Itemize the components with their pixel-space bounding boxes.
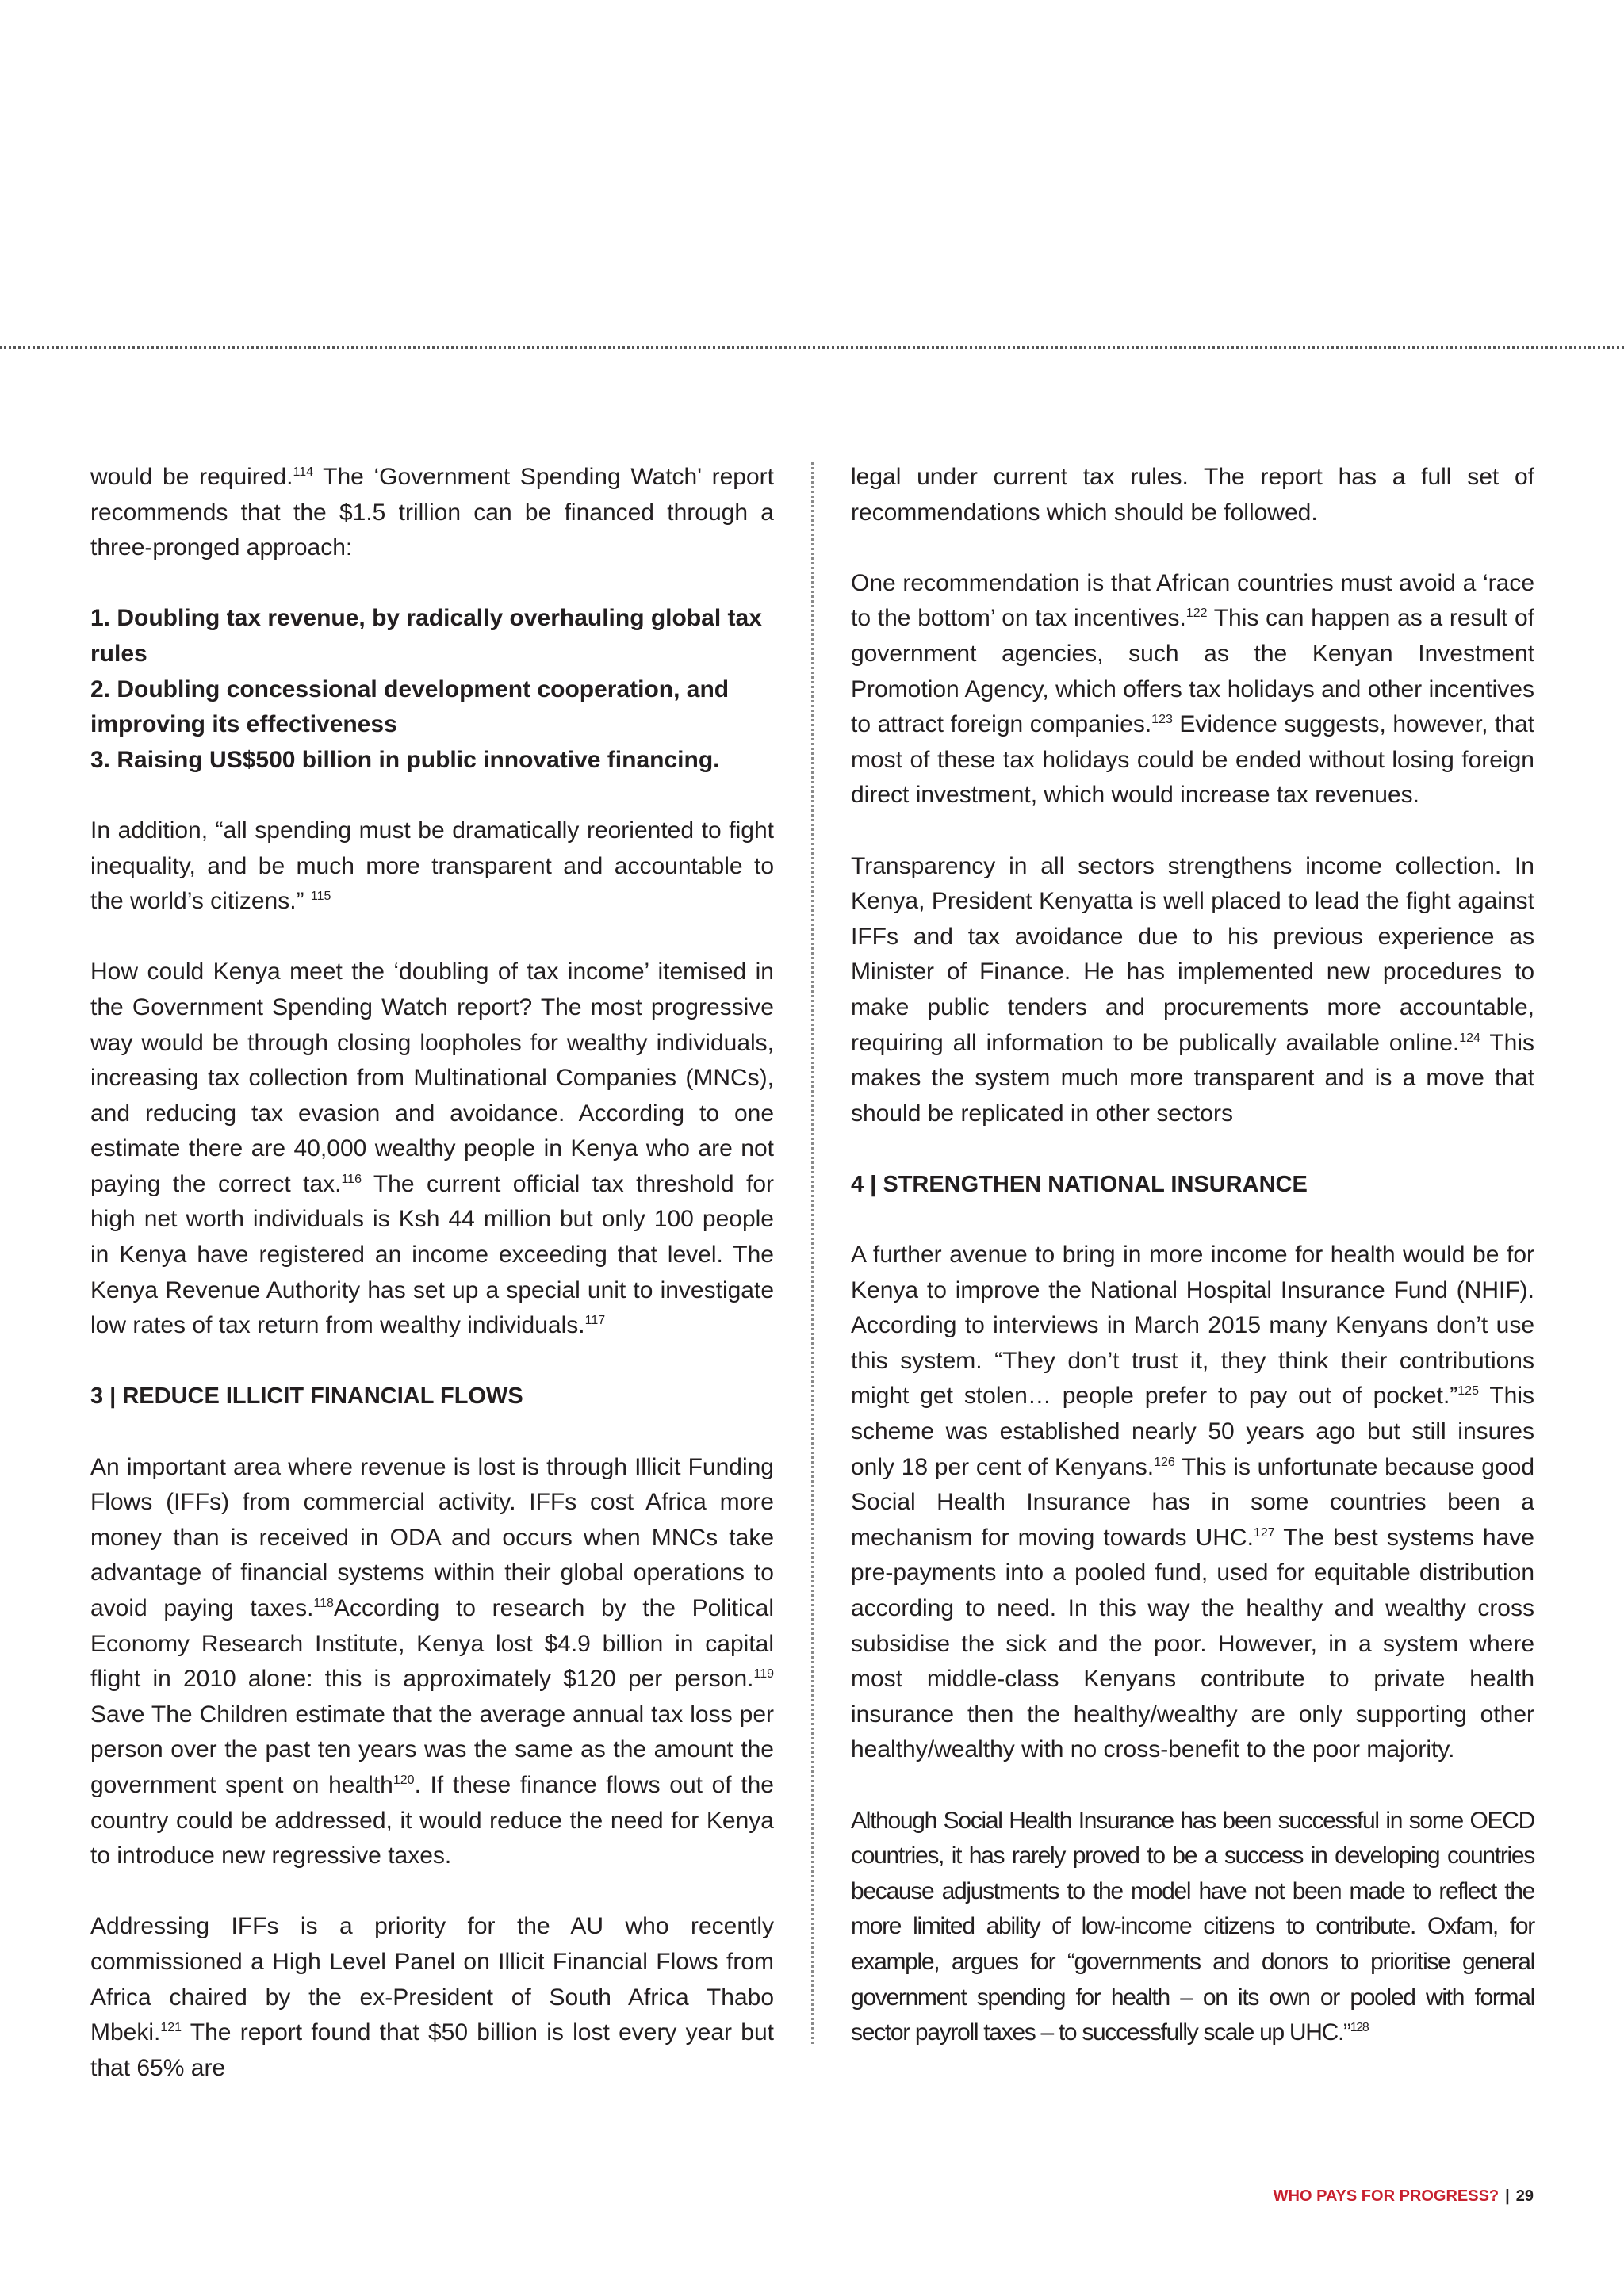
page-number: 29: [1515, 2187, 1534, 2205]
footnote-ref: 122: [1185, 607, 1208, 621]
top-dotted-rule: [0, 346, 1624, 349]
left-paragraph-1: [90, 460, 774, 566]
left-paragraph-4: [90, 1450, 774, 1874]
text-run: The current official tax threshold for high net worth individuals is Ksh 44 million but only 100 people in Kenya have registered an income exceeding that level. The Kenya Revenue Authority has set up a special unit to investigate low rates of tax return from wealthy individuals.: [90, 1170, 775, 1339]
text-run: This is unfortunate because good Social Health Insurance has in some countries been a mechanism for moving towards UHC.: [851, 1453, 1534, 1551]
left-paragraph-5: [90, 1909, 774, 2086]
list-item-2: 2. Doubling concessional development cooperation, and improving its effectiveness: [90, 675, 730, 738]
right-paragraph-5: [851, 1804, 1534, 2051]
left-paragraph-2: [90, 813, 774, 920]
footer-title: WHO PAYS FOR PROGRESS?: [1273, 2187, 1500, 2205]
text-run: This makes the system much more transparent and is a move that should be replicated in other sectors: [851, 1029, 1534, 1127]
list-item-3: 3. Raising US$500 billion in public innovative financing.: [90, 746, 720, 773]
text-run: Evidence suggests, however, that most of these tax holidays could be ended without losing foreign direct investment, which would increase tax revenues.: [851, 711, 1534, 809]
financing-approach-list: [90, 601, 774, 778]
text-run: How could Kenya meet the ‘doubling of tax income’ itemised in the Government Spending Watch report? The most progressive way would be through closing loopholes for wealthy individuals, increasing tax collection from Multinational Companies (MNCs), and reducing tax evasion and avoidance. According to one estimate there are 40,000 wealthy people in Kenya who are not paying the correct tax.: [90, 959, 774, 1197]
right-paragraph-4: [851, 1238, 1534, 1768]
footnote-ref: 115: [310, 890, 331, 904]
section-heading-3: 3 | REDUCE ILLICIT FINANCIAL FLOWS: [90, 1383, 523, 1410]
text-run: This can happen as a result of government agencies, such as the Kenyan Investment Promotion Agency, which offers tax holidays and other incentives to attract foreign companies.: [851, 605, 1535, 738]
footnote-ref: 125: [1457, 1384, 1479, 1399]
left-paragraph-3: [90, 955, 774, 1344]
text-run: This scheme was established nearly 50 years ago but still insures only 18 per cent of Kenyans.: [851, 1383, 1534, 1480]
text-run: The ‘Government Spending Watch' report recommends that the $1.5 trillion can be financed through a three-pronged approach:: [90, 464, 774, 561]
footnote-ref: 116: [341, 1172, 362, 1186]
footnote-ref: 118: [313, 1597, 334, 1610]
footnote-ref: 120: [393, 1773, 415, 1787]
text-run: The best systems have pre-payments into a pooled fund, used for equitable distribution according to need. In this way the healthy and wealthy cross subsidise the sick and the poor. However, in a system where most middle-class Kenyans contribute to private health insurance then the healthy/wealthy are only supporting other healthy/wealthy with no cross-benefit to the poor majority.: [851, 1524, 1534, 1763]
right-paragraph-3: [851, 849, 1534, 1132]
section-heading-4: 4 | STRENGTHEN NATIONAL INSURANCE: [851, 1171, 1308, 1197]
page-footer: [1274, 2185, 1534, 2207]
footnote-ref: 119: [753, 1667, 774, 1682]
text-run: legal under current tax rules. The report has a full set of recommendations which should be followed.: [851, 464, 1534, 526]
footer-separator: |: [1505, 2187, 1510, 2205]
text-run: In addition, “all spending must be dramatically reoriented to fight inequality, and be much more transparent and accountable to the world’s citizens.”: [90, 817, 774, 915]
right-paragraph-1: [851, 460, 1534, 530]
column-divider: [811, 462, 814, 2044]
right-paragraph-2: [851, 566, 1534, 813]
footnote-ref: 124: [1459, 1031, 1480, 1045]
footnote-ref: 114: [293, 465, 313, 479]
text-run: The report found that $50 billion is lost every year but that 65% are: [90, 2019, 774, 2081]
text-run: According to research by the Political Economy Research Institute, Kenya lost $4.9 billion in capital flight in 2010 alone: this is approximately $120 per person.: [90, 1595, 774, 1693]
footnote-ref: 121: [160, 2021, 182, 2035]
footnote-ref: 126: [1154, 1455, 1175, 1469]
text-run: Transparency in all sectors strengthens income collection. In Kenya, President Kenyatta is well placed to lead the fight against IFFs and tax avoidance due to his previous experience as Minister of Finance. He has implemented new procedures to make public tenders and procurements more accountable, requiring all information to be publically available online.: [851, 852, 1534, 1056]
footnote-ref: 128: [1350, 2021, 1369, 2035]
footnote-ref: 117: [584, 1314, 606, 1328]
list-item-1: 1. Doubling tax revenue, by radically overhauling global tax rules: [90, 605, 762, 667]
footnote-ref: 123: [1151, 713, 1173, 727]
text-run: . If these finance flows out of the country could be addressed, it would reduce the need for Kenya to introduce new regressive taxes.: [90, 1771, 774, 1869]
left-column: [90, 460, 774, 2122]
text-run: An important area where revenue is lost is through Illicit Funding Flows (IFFs) from commercial activity. IFFs cost Africa more money than is received in ODA and occurs when MNCs take advantage of financial systems within their global operations to avoid paying taxes.: [90, 1453, 774, 1621]
text-run: Addressing IFFs is a priority for the AU who recently commissioned a High Level Panel on Illicit Financial Flows from Africa chaired by the ex-President of South Africa Thabo Mbeki.: [90, 1913, 774, 2046]
text-run: Save The Children estimate that the average annual tax loss per person over the past ten years was the same as the amount the government spent on health: [90, 1701, 774, 1798]
right-column: [851, 460, 1534, 2086]
text-run: Although Social Health Insurance has been successful in some OECD countries, it has rarely proved to be a success in developing countries because adjustments to the model have not been made to reflect the more limited ability of low-income citizens to contribute. Oxfam, for example, argues for “governments and donors to prioritise general government spending for health – on its own or pooled with formal sector payroll taxes – to successfully scale up UHC.”: [851, 1807, 1534, 2046]
text-run: would be required.: [90, 464, 293, 490]
footnote-ref: 127: [1253, 1525, 1275, 1540]
text-run: One recommendation is that African countries must avoid a ‘race to the bottom’ on tax incentives.: [851, 569, 1534, 632]
text-run: A further avenue to bring in more income for health would be for Kenya to improve the National Hospital Insurance Fund (NHIF). According to interviews in March 2015 many Kenyans don’t use this system. “They don’t trust it, they think their contributions might get stolen… people prefer to pay out of pocket.”: [851, 1242, 1534, 1410]
